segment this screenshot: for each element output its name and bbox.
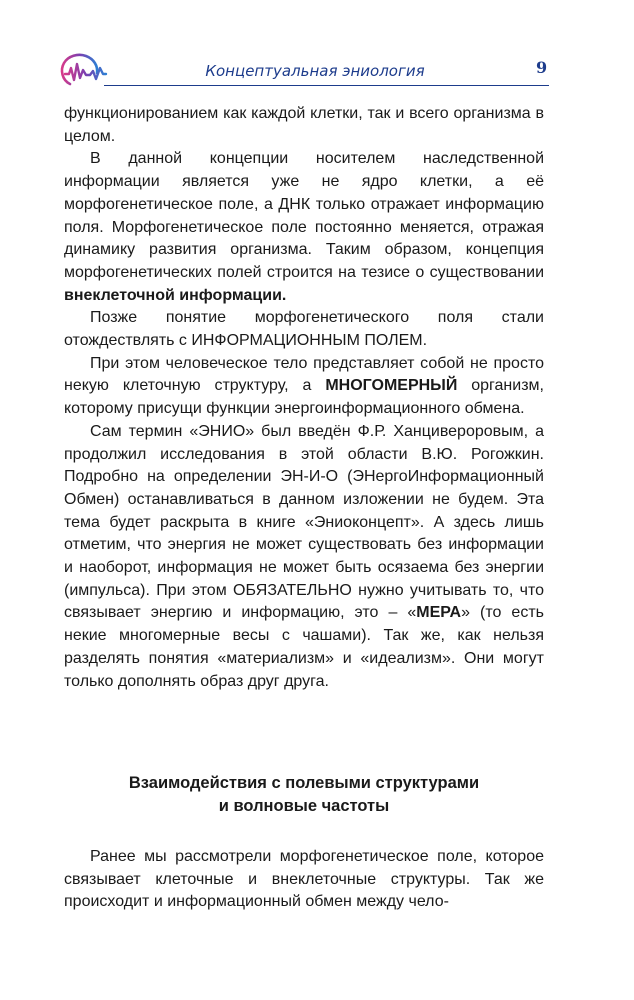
- sound-wave-head-logo-icon: [56, 50, 108, 90]
- header-rule: [104, 85, 549, 86]
- paragraph-text: Сам термин «ЭНИО» был введён Ф.Р. Ханцивероровым, а продолжил исследования в этой области В.Ю. Рогожкин. Подробно на определении ЭН-И-О (ЭНергоИнформационный Обмен) останавливаться в данном изложении не будем. Эта тема будет раскрыта в книге «Эниоконцепт». А здесь лишь отметим, что энергия не может существовать без информации и наоборот, информация не может быть осязаема без энергии (импульса). При этом ОБЯЗАТЕЛЬНО нужно учитывать то, что связывает энергию и информацию, это – «: [64, 422, 544, 622]
- paragraph-field-interaction: [64, 846, 544, 914]
- paragraph-dna-concept: [64, 148, 544, 307]
- paragraph-text: » (то есть некие многомерные весы с чашами). Так же, как нельзя разделять понятия «материализм» и «идеализм». Они могут только дополнять образ друг друга.: [64, 604, 544, 690]
- running-title: Концептуальная эниология: [205, 62, 425, 80]
- paragraph-information-field: [64, 307, 544, 352]
- paragraph-continuation: [64, 103, 544, 148]
- paragraph-multidimensional: [64, 353, 544, 421]
- emphasis-text: внеклеточной информации.: [64, 286, 287, 304]
- body-text-bottom: [64, 846, 544, 914]
- emphasis-text: МЕРА: [416, 604, 462, 622]
- section-heading-line: и волновые частоты: [218, 797, 390, 815]
- paragraph-text: Позже понятие морфогенетического поля стали отождествлять с ИНФОРМАЦИОННЫМ ПОЛЕМ.: [64, 309, 544, 350]
- section-heading: [64, 772, 544, 818]
- paragraph-text: В данной концепции носителем наследственной информации является уже не ядро клетки, а её морфогенетическое поле, а ДНК только отражает информацию поля. Морфогенетическое поле постоянно меняется, отражая динамику развития организма. Таким образом, концепция морфогенетических полей строится на тезисе о существовании: [64, 150, 544, 281]
- paragraph-text: организм, которому присущи функции энергоинформационного обмена.: [64, 377, 544, 418]
- emphasis-text: МНОГОМЕРНЫЙ: [325, 377, 458, 395]
- page-number: 9: [536, 58, 548, 77]
- body-text-top: [64, 103, 544, 693]
- paragraph-enio-term: [64, 421, 544, 693]
- section-heading-line: Взаимодействия с полевыми структурами: [128, 774, 480, 792]
- paragraph-text: При этом человеческое тело представляет собой не просто некую клеточную структуру, а: [64, 354, 544, 395]
- paragraph-text: Ранее мы рассмотрели морфогенетическое поле, которое связывает клеточные и внеклеточные структуры. Так же происходит и информационный обмен между чело-: [64, 848, 544, 911]
- paragraph-text: функционированием как каждой клетки, так и всего организма в целом.: [64, 105, 544, 145]
